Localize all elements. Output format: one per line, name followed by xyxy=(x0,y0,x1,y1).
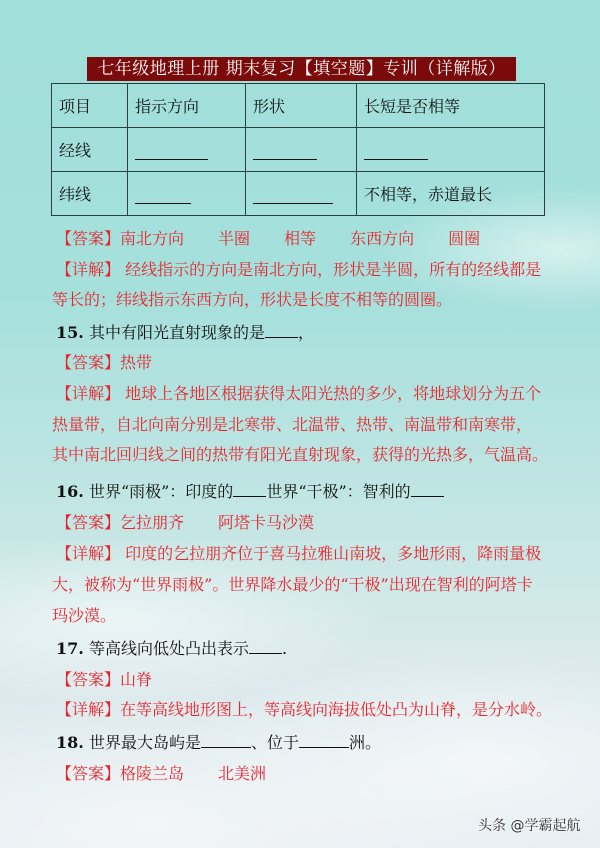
blank-cell xyxy=(246,172,357,216)
answer-text: 热带 xyxy=(120,353,153,372)
blank-cell xyxy=(128,172,246,216)
answer-tag: 【答案】 xyxy=(56,670,121,689)
answer-text: 阿塔卡马沙漠 xyxy=(218,513,315,532)
explain-text: 经线指示的方向是南北方向，形状是半圆，所有的经线都是 xyxy=(125,260,542,279)
fill-blank xyxy=(411,482,444,497)
comparison-table xyxy=(51,83,545,216)
explain-tag: 【详解】 xyxy=(56,260,121,279)
question-15 xyxy=(56,320,314,343)
fill-blank xyxy=(364,145,428,160)
answer-text: 相等 xyxy=(284,229,317,248)
blank-cell xyxy=(128,128,246,172)
table-cell: 不相等，赤道最长 xyxy=(357,172,545,216)
answer-tag: 【答案】 xyxy=(56,353,121,372)
explain-tag: 【详解】 xyxy=(56,384,121,403)
answer-text: 北美洲 xyxy=(218,764,267,783)
question-number: 15. xyxy=(56,323,84,342)
fill-blank xyxy=(249,639,282,654)
question-17 xyxy=(56,636,287,659)
question-text: 洲。 xyxy=(348,733,381,752)
answer-tag: 【答案】 xyxy=(56,764,121,783)
explain-line: 大，被称为“世界雨极”。世界降水最少的“干极”出现在智利的阿塔卡 xyxy=(52,575,533,594)
fill-blank xyxy=(299,733,349,748)
blank-cell xyxy=(357,128,545,172)
answer-text: 格陵兰岛 xyxy=(120,764,185,783)
table-row xyxy=(52,128,545,172)
explain-tag: 【详解】 xyxy=(56,700,121,719)
fill-blank xyxy=(233,482,266,497)
question-text: . xyxy=(281,639,288,658)
answer-line xyxy=(56,667,152,690)
answer-text: 圆圈 xyxy=(448,229,481,248)
table-header-cell: 形状 xyxy=(246,84,357,128)
explain-line: 热量带，自北向南分别是北寒带、北温带、热带、南温带和南寒带， xyxy=(52,415,533,434)
answer-text: 山脊 xyxy=(120,670,153,689)
explain-text: 地球上各地区根据获得太阳光热的多少，将地球划分为五个 xyxy=(125,384,542,403)
document-title-banner: 七年级地理上册 期末复习【填空题】专训（详解版） xyxy=(87,57,516,81)
question-16 xyxy=(56,479,444,502)
fill-blank xyxy=(201,733,251,748)
table-row xyxy=(52,172,545,216)
explain-text: 在等高线地形图上，等高线向海拔低处凸为山脊，是分水岭。 xyxy=(120,700,553,719)
table-header-cell: 长短是否相等 xyxy=(357,84,545,128)
answer-text: 南北方向 xyxy=(120,229,185,248)
blank-cell xyxy=(246,128,357,172)
table-header-cell: 项目 xyxy=(52,84,128,128)
fill-blank xyxy=(265,323,298,338)
answer-text: 东西方向 xyxy=(350,229,415,248)
explain-line: 玛沙漠。 xyxy=(52,606,117,625)
explain-tag: 【详解】 xyxy=(56,544,121,563)
explain-line xyxy=(56,541,541,564)
answer-tag: 【答案】 xyxy=(56,229,121,248)
answer-text: 乞拉朋齐 xyxy=(120,513,185,532)
explain-line: 其中南北回归线之间的热带有阳光直射现象，获得的光热多，气温高。 xyxy=(52,445,549,464)
row-label: 经线 xyxy=(52,128,128,172)
row-label: 纬线 xyxy=(52,172,128,216)
fill-blank xyxy=(135,189,191,204)
question-text: 世界最大岛屿是 xyxy=(88,733,201,752)
explain-line: 等长的；纬线指示东西方向，形状是长度不相等的圆圈。 xyxy=(52,290,453,309)
question-18 xyxy=(56,730,381,753)
fill-blank xyxy=(253,145,317,160)
question-text: 世界“干极”：智利的 xyxy=(266,482,411,501)
explain-line xyxy=(56,697,552,720)
source-watermark: 头条 @学霸起航 xyxy=(478,818,581,834)
question-text: 等高线向低处凸出表示 xyxy=(88,639,249,658)
table-header-cell: 指示方向 xyxy=(128,84,246,128)
explain-line xyxy=(56,381,541,404)
explain-text: 印度的乞拉朋齐位于喜马拉雅山南坡，多地形雨，降雨量极 xyxy=(125,544,542,563)
fill-blank xyxy=(135,145,208,160)
answer-text: 半圈 xyxy=(218,229,251,248)
question-text: ， xyxy=(297,323,314,342)
question-text: 、位于 xyxy=(250,733,299,752)
question-number: 16. xyxy=(56,482,84,501)
answer-tag: 【答案】 xyxy=(56,513,121,532)
question-text: 世界“雨极”：印度的 xyxy=(88,482,234,501)
answer-line xyxy=(56,510,314,533)
answer-line xyxy=(56,226,480,249)
question-number: 17. xyxy=(56,639,84,658)
table-header-row xyxy=(52,84,545,128)
explain-line xyxy=(56,257,541,280)
fill-blank xyxy=(253,189,333,204)
question-number: 18. xyxy=(56,733,84,752)
answer-line xyxy=(56,350,152,373)
question-text: 其中有阳光直射现象的是 xyxy=(88,323,265,342)
answer-line xyxy=(56,761,266,784)
